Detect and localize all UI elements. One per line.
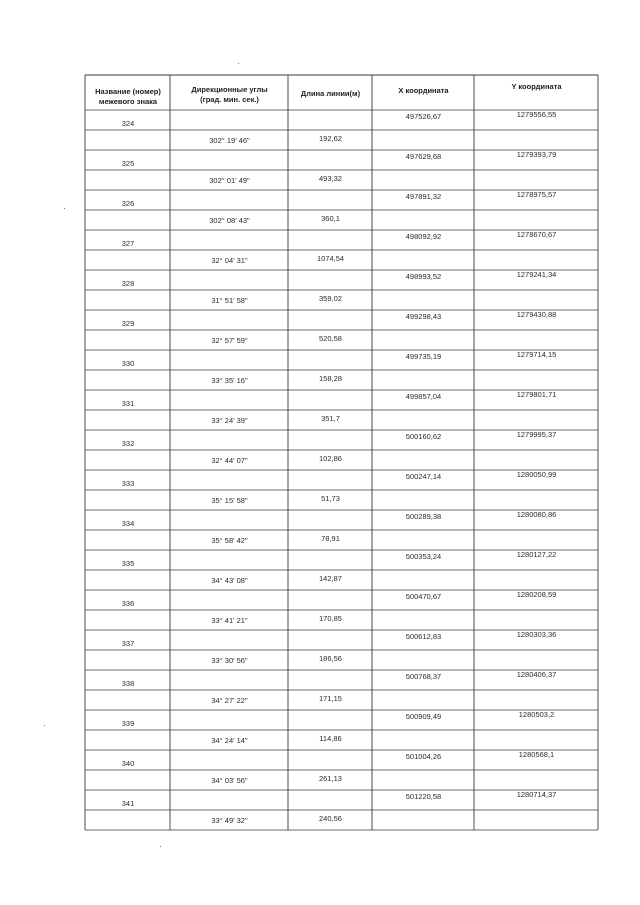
mark-name-cell: 339: [121, 719, 135, 728]
y-coordinate-cell: 1280406,37: [516, 670, 557, 679]
direction-angle-cell: 34° 43' 08": [211, 576, 248, 585]
y-coordinate-cell: 1279430,88: [516, 310, 557, 319]
scan-speck: [160, 846, 161, 847]
y-coordinate-cell: 1279995,37: [516, 430, 557, 439]
direction-angle-cell: 302° 01' 49": [209, 176, 250, 185]
direction-angle-cell: 33° 24' 39": [211, 416, 248, 425]
direction-angle-cell: 32° 57' 59": [211, 336, 248, 345]
line-length-cell: 520,58: [319, 334, 342, 343]
line-length-cell: 102,86: [319, 454, 342, 463]
x-coordinate-cell: 499857,04: [405, 392, 442, 401]
y-coordinate-cell: 1278670,67: [516, 230, 557, 239]
direction-angle-cell: 302° 19' 46": [209, 136, 250, 145]
x-coordinate-cell: 500768,37: [405, 672, 442, 681]
x-coordinate-cell: 500470,67: [405, 592, 442, 601]
y-coordinate-cell: 1280208,59: [516, 590, 557, 599]
x-coordinate-cell: 500353,24: [405, 552, 442, 561]
header-line-length-text: Длина линии(м): [300, 89, 361, 98]
header-line-length: [289, 89, 372, 99]
direction-angle-cell: 33° 41' 21": [211, 616, 248, 625]
y-coordinate-cell: 1280503,2: [518, 710, 555, 719]
x-coordinate-cell: 497891,32: [405, 192, 442, 201]
x-coordinate-cell: 497629,68: [405, 152, 442, 161]
header-mark-name-line1: Название (номер): [95, 87, 161, 96]
y-coordinate-cell: 1279801,71: [516, 390, 557, 399]
line-length-cell: 158,28: [319, 374, 342, 383]
direction-angle-cell: 35° 58' 42": [211, 536, 248, 545]
line-length-cell: 78,91: [321, 534, 340, 543]
y-coordinate-cell: 1279393,79: [516, 150, 557, 159]
mark-name-cell: 341: [121, 799, 135, 808]
mark-name-cell: 324: [121, 119, 135, 128]
line-length-cell: 142,87: [319, 574, 342, 583]
x-coordinate-cell: 498092,92: [405, 232, 442, 241]
line-length-cell: 1074,54: [316, 254, 345, 263]
mark-name-cell: 327: [121, 239, 135, 248]
mark-name-cell: 329: [121, 319, 135, 328]
direction-angle-cell: 33° 49' 32": [211, 816, 248, 825]
direction-angle-cell: 34° 03' 56": [211, 776, 248, 785]
direction-angle-cell: 32° 04' 31": [211, 256, 248, 265]
y-coordinate-cell: 1279714,15: [516, 350, 557, 359]
line-length-cell: 360,1: [321, 214, 340, 223]
y-coordinate-cell: 1280080,86: [516, 510, 557, 519]
mark-name-cell: 325: [121, 159, 135, 168]
line-length-cell: 261,13: [319, 774, 342, 783]
mark-name-cell: 331: [121, 399, 135, 408]
y-coordinate-cell: 1280303,36: [516, 630, 557, 639]
mark-name-cell: 336: [121, 599, 135, 608]
direction-angle-cell: 34° 27' 22": [211, 696, 248, 705]
x-coordinate-cell: 500909,49: [405, 712, 442, 721]
mark-name-cell: 332: [121, 439, 135, 448]
header-x-coordinate-text: X координата: [398, 86, 449, 95]
x-coordinate-cell: 500247,14: [405, 472, 442, 481]
direction-angle-cell: 33° 35' 16": [211, 376, 248, 385]
scan-speck: [238, 63, 239, 64]
x-coordinate-cell: 498993,52: [405, 272, 442, 281]
direction-angle-cell: 31° 51' 58": [211, 296, 248, 305]
direction-angle-cell: 35° 15' 58": [211, 496, 248, 505]
y-coordinate-cell: 1280714,37: [516, 790, 557, 799]
header-direction-angle: [171, 85, 288, 105]
y-coordinate-cell: 1279556,55: [516, 110, 557, 119]
line-length-cell: 493,32: [319, 174, 342, 183]
mark-name-cell: 337: [121, 639, 135, 648]
header-direction-angle-line2: (град. мин. сек.): [200, 95, 259, 104]
y-coordinate-cell: 1279241,34: [516, 270, 557, 279]
direction-angle-cell: 32° 44' 07": [211, 456, 248, 465]
scan-speck: [64, 208, 65, 209]
x-coordinate-cell: 500160,62: [405, 432, 442, 441]
x-coordinate-cell: 499298,43: [405, 312, 442, 321]
mark-name-cell: 326: [121, 199, 135, 208]
x-coordinate-cell: 499735,19: [405, 352, 442, 361]
header-y-coordinate: [475, 82, 598, 92]
y-coordinate-cell: 1280568,1: [518, 750, 555, 759]
mark-name-cell: 335: [121, 559, 135, 568]
y-coordinate-cell: 1280050,99: [516, 470, 557, 479]
x-coordinate-cell: 497526,67: [405, 112, 442, 121]
header-direction-angle-line1: Дирекционные углы: [191, 85, 268, 94]
direction-angle-cell: 33° 30' 56": [211, 656, 248, 665]
direction-angle-cell: 302° 08' 43": [209, 216, 250, 225]
line-length-cell: 51,73: [321, 494, 340, 503]
header-y-coordinate-text: Y координата: [511, 82, 562, 91]
line-length-cell: 359,02: [319, 294, 342, 303]
line-length-cell: 186,56: [319, 654, 342, 663]
mark-name-cell: 328: [121, 279, 135, 288]
line-length-cell: 170,85: [319, 614, 342, 623]
mark-name-cell: 334: [121, 519, 135, 528]
y-coordinate-cell: 1278975,57: [516, 190, 557, 199]
mark-name-cell: 330: [121, 359, 135, 368]
x-coordinate-cell: 501220,58: [405, 792, 442, 801]
x-coordinate-cell: 501004,26: [405, 752, 442, 761]
header-x-coordinate: [373, 86, 474, 96]
header-mark-name-line2: межевого знака: [98, 97, 158, 106]
y-coordinate-cell: 1280127,22: [516, 550, 557, 559]
mark-name-cell: 340: [121, 759, 135, 768]
header-mark-name: [86, 87, 170, 107]
x-coordinate-cell: 500289,38: [405, 512, 442, 521]
line-length-cell: 171,15: [319, 694, 342, 703]
line-length-cell: 192,62: [319, 134, 342, 143]
scan-speck: [44, 725, 45, 726]
mark-name-cell: 338: [121, 679, 135, 688]
mark-name-cell: 333: [121, 479, 135, 488]
line-length-cell: 351,7: [321, 414, 340, 423]
line-length-cell: 114,86: [319, 734, 342, 743]
line-length-cell: 240,56: [319, 814, 342, 823]
x-coordinate-cell: 500612,83: [405, 632, 442, 641]
direction-angle-cell: 34° 24' 14": [211, 736, 248, 745]
